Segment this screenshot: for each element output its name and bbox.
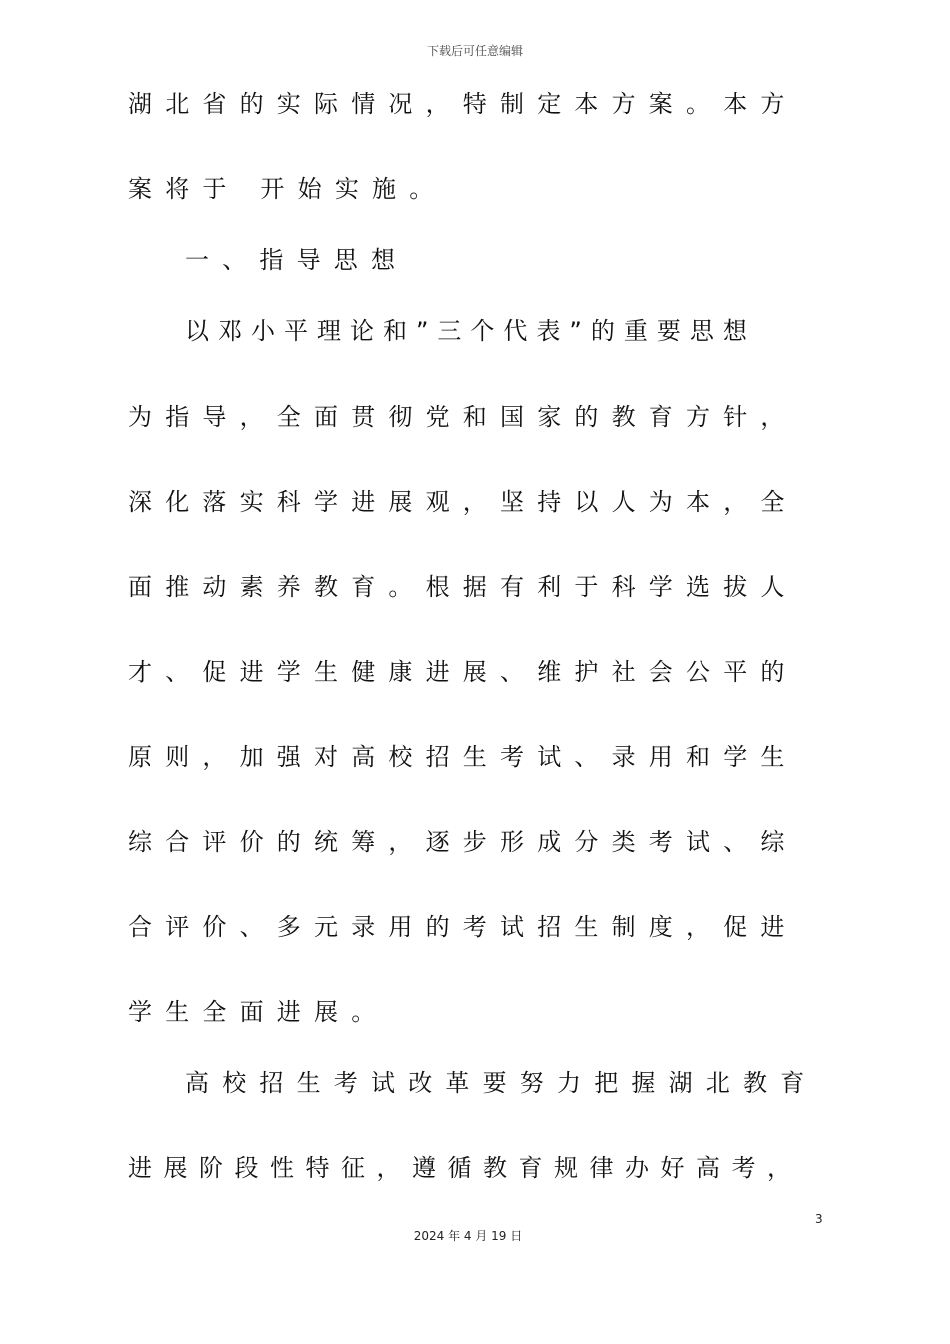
text-line: 案将于 开始实施。 xyxy=(128,175,447,203)
page-footer-date: 2024 年 4 月 19 日 xyxy=(413,1229,523,1243)
text-line: 湖北省的实际情况，特制定本方案。本方 xyxy=(128,90,798,118)
text-line: 以邓小平理论和”三个代表”的重要思想 xyxy=(185,317,756,345)
text-line: 原则，加强对高校招生考试、录用和学生 xyxy=(128,743,798,771)
text-line: 学生全面进展。 xyxy=(128,998,389,1026)
section-heading: 一、指导思想 xyxy=(185,246,409,274)
text-line: 进展阶段性特征，遵循教育规律办好高考， xyxy=(128,1154,803,1182)
text-line: 综合评价的统筹，逐步形成分类考试、综 xyxy=(128,828,798,856)
text-line: 为指导，全面贯彻党和国家的教育方针， xyxy=(128,403,798,431)
text-line: 高校招生考试改革要努力把握湖北教育 xyxy=(185,1069,818,1097)
page-number: 3 xyxy=(815,1212,823,1226)
page-header: 下载后可任意编辑 xyxy=(426,44,523,58)
text-line: 深化落实科学进展观，坚持以人为本，全 xyxy=(128,488,798,516)
text-line: 面推动素养教育。根据有利于科学选拔人 xyxy=(128,573,798,601)
text-line: 才、促进学生健康进展、维护社会公平的 xyxy=(128,658,798,686)
text-line: 合评价、多元录用的考试招生制度，促进 xyxy=(128,913,798,941)
